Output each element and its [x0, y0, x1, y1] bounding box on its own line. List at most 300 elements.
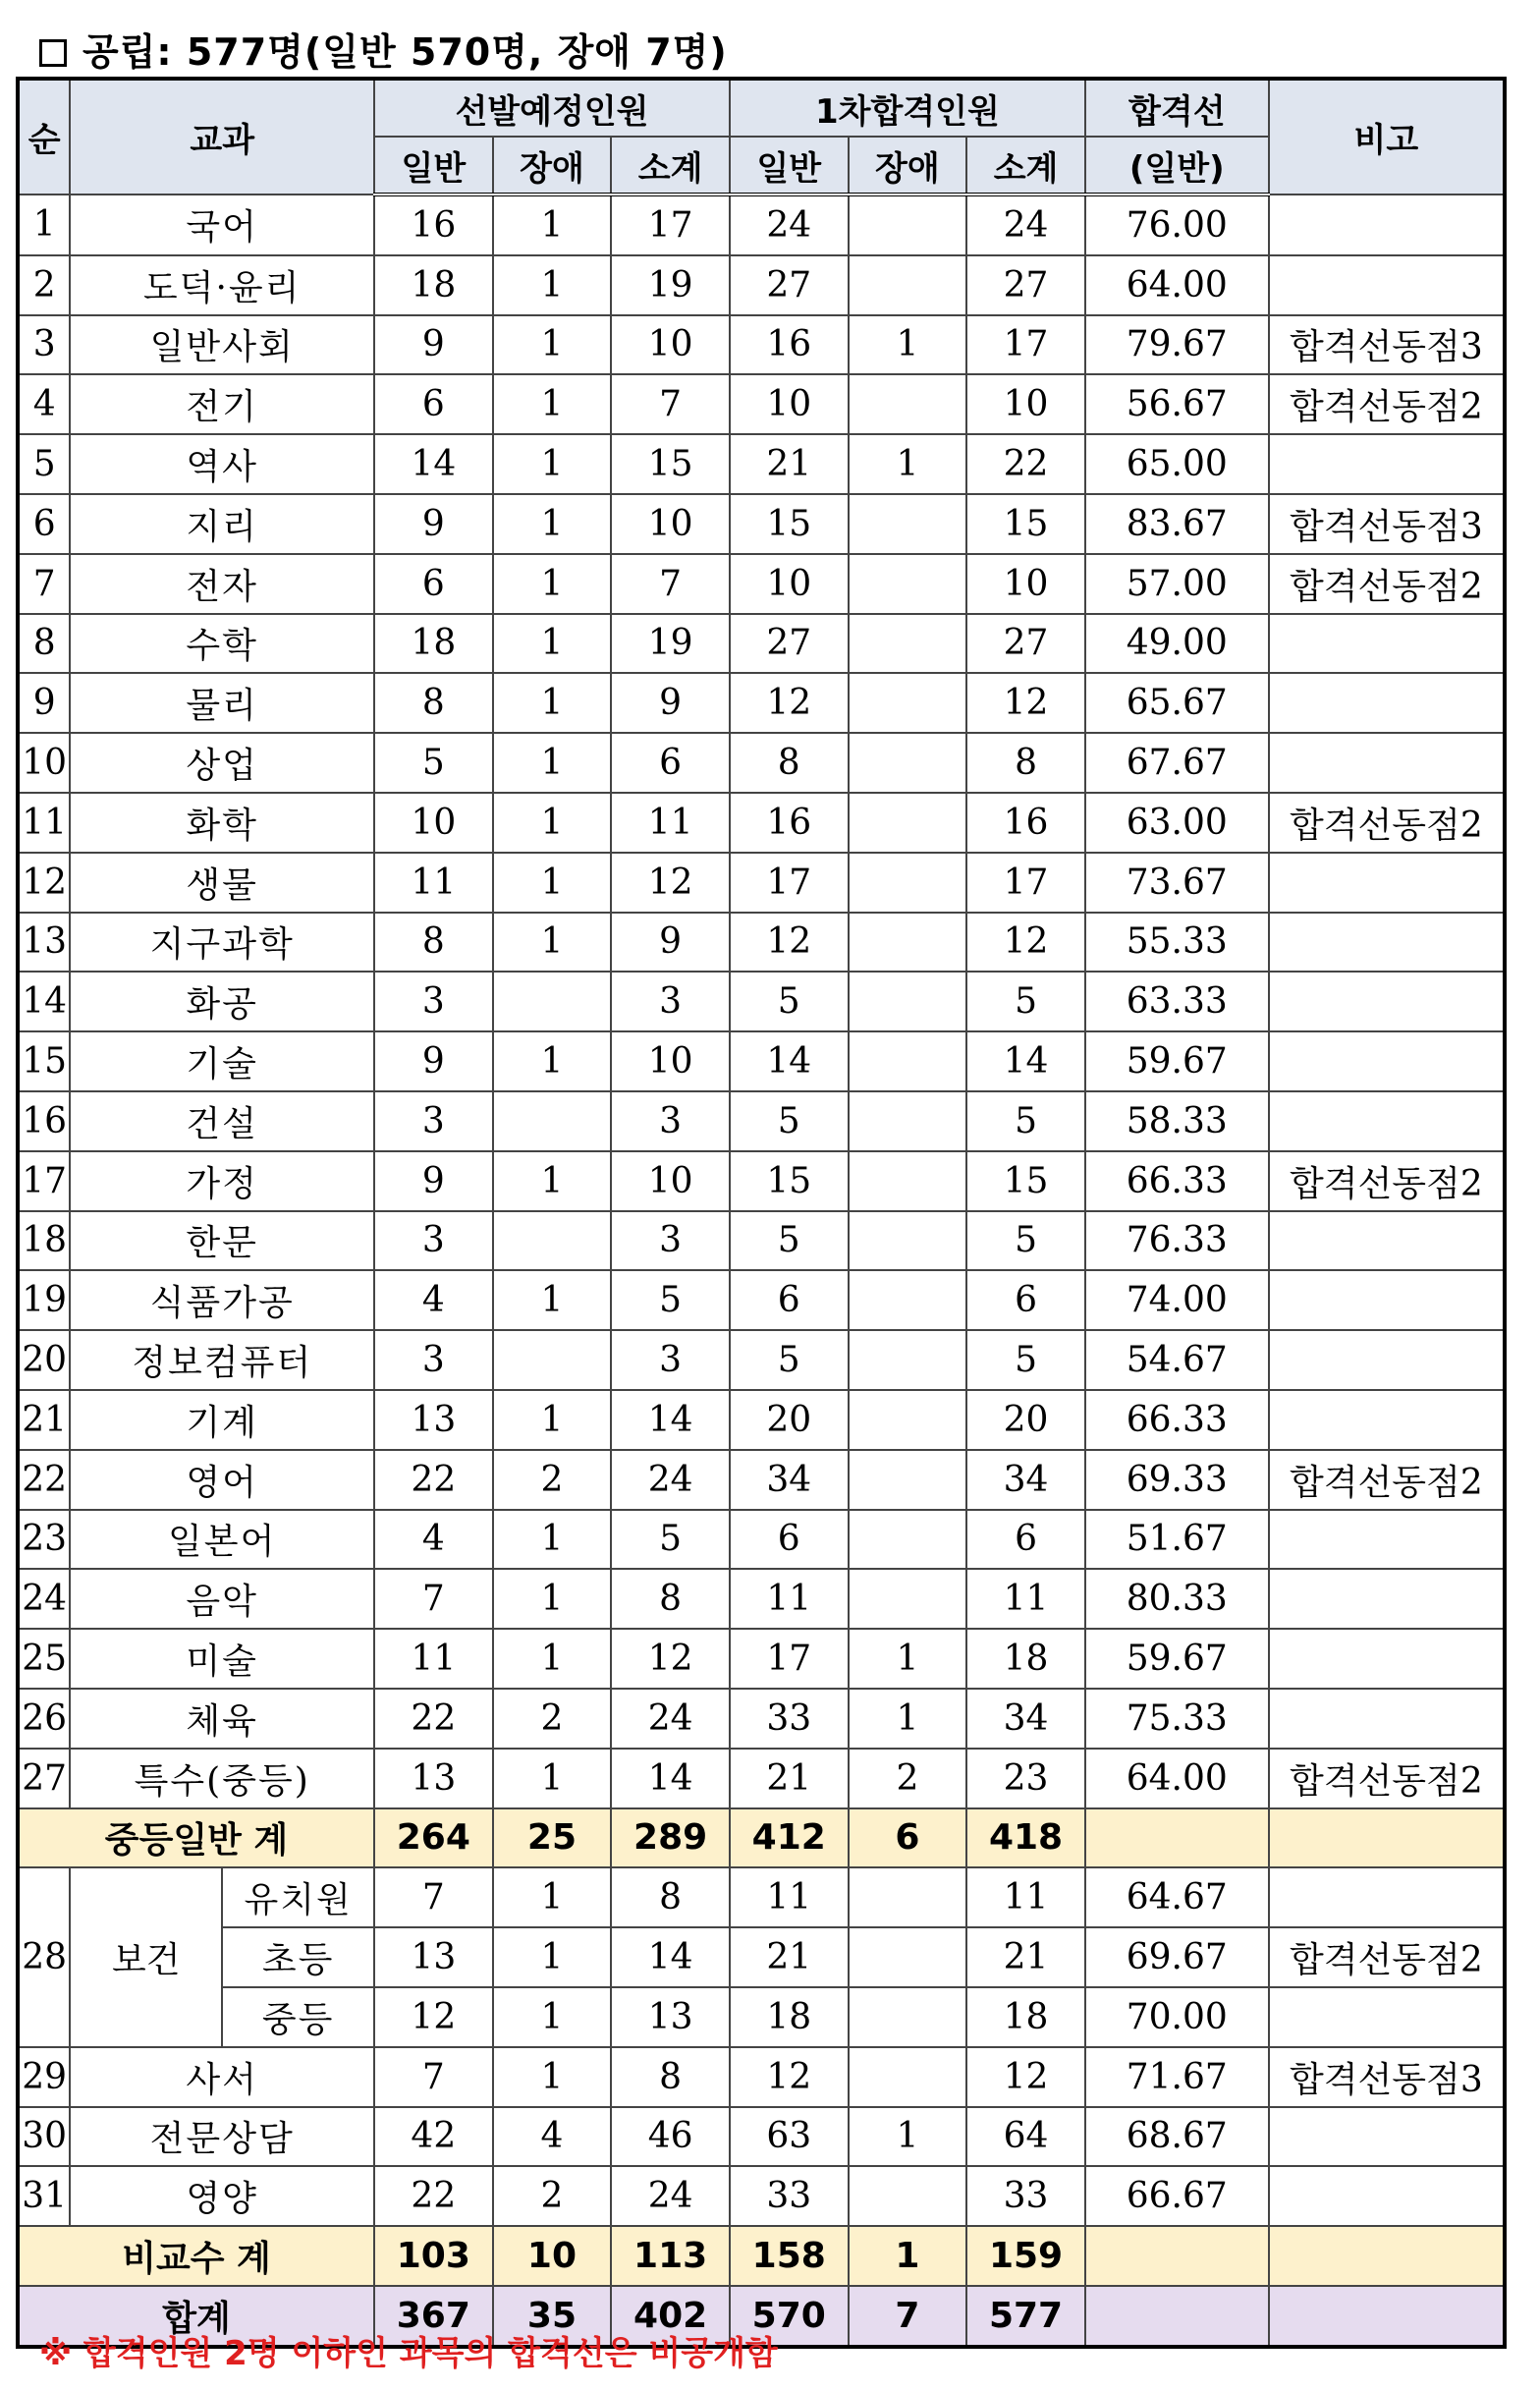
count-cell: 3: [611, 972, 730, 1031]
cutoff-cell: 74.00: [1085, 1270, 1269, 1330]
count-cell: 8: [966, 733, 1085, 793]
row-no: 6: [18, 494, 70, 554]
count-cell: 1: [849, 1629, 967, 1689]
summary-count: 412: [730, 1808, 849, 1868]
subject-cell: 지구과학: [70, 913, 374, 973]
remark-cell: [1269, 1569, 1505, 1629]
count-cell: 2: [849, 1749, 967, 1808]
count-cell: [849, 2047, 967, 2107]
header-cutoff-sub: (일반): [1085, 137, 1269, 195]
summary-label: 중등일반 계: [18, 1808, 374, 1868]
count-cell: 11: [611, 793, 730, 853]
count-cell: 1: [493, 614, 612, 674]
cutoff-cell: 51.67: [1085, 1510, 1269, 1570]
count-cell: 16: [730, 793, 849, 853]
row-no: 16: [18, 1091, 70, 1151]
table-row: [18, 1450, 1505, 1510]
count-cell: 1: [493, 1390, 612, 1450]
count-cell: 4: [374, 1270, 493, 1330]
table-row: [18, 434, 1505, 494]
checkbox-square-icon: [39, 39, 67, 67]
row-no: 9: [18, 673, 70, 733]
count-cell: [849, 1927, 967, 1987]
header-planned-disabled: 장애: [493, 137, 612, 195]
count-cell: 16: [966, 793, 1085, 853]
count-cell: [849, 1987, 967, 2047]
summary-count: 35: [493, 2286, 612, 2347]
remark-cell: [1269, 195, 1505, 255]
count-cell: 2: [493, 2166, 612, 2226]
count-cell: 1: [493, 434, 612, 494]
count-cell: 14: [611, 1390, 730, 1450]
count-cell: 4: [374, 1510, 493, 1570]
count-cell: 14: [966, 1031, 1085, 1091]
count-cell: [849, 554, 967, 614]
remark-cell: 합격선동점2: [1269, 374, 1505, 434]
count-cell: 15: [966, 1151, 1085, 1211]
subject-cell: 전기: [70, 374, 374, 434]
header-remarks: 비고: [1269, 79, 1505, 195]
count-cell: 1: [493, 1510, 612, 1570]
count-cell: 20: [966, 1390, 1085, 1450]
count-cell: 1: [493, 1031, 612, 1091]
summary-count: 7: [849, 2286, 967, 2347]
subject-cell: 정보컴퓨터: [70, 1330, 374, 1390]
count-cell: [849, 255, 967, 315]
header-no: 순: [18, 79, 70, 195]
table-body: [18, 195, 1505, 2347]
count-cell: 12: [611, 1629, 730, 1689]
count-cell: 13: [374, 1749, 493, 1808]
row-no: 31: [18, 2166, 70, 2226]
count-cell: 9: [611, 673, 730, 733]
count-cell: [849, 1450, 967, 1510]
count-cell: 6: [374, 554, 493, 614]
count-cell: [493, 972, 612, 1031]
table-row: [18, 1091, 1505, 1151]
subject-cell: 생물: [70, 853, 374, 913]
remark-cell: [1269, 2107, 1505, 2167]
subject-cell: 수학: [70, 614, 374, 674]
count-cell: 1: [493, 913, 612, 973]
table-row: [18, 1330, 1505, 1390]
subject-cell: 기계: [70, 1390, 374, 1450]
summary-row: [18, 1808, 1505, 1868]
count-cell: 13: [611, 1987, 730, 2047]
header-planned-general: 일반: [374, 137, 493, 195]
cutoff-cell: 69.33: [1085, 1450, 1269, 1510]
count-cell: 33: [730, 2166, 849, 2226]
remark-cell: [1269, 1390, 1505, 1450]
count-cell: 17: [611, 195, 730, 255]
count-cell: 46: [611, 2107, 730, 2167]
count-cell: 18: [374, 255, 493, 315]
subject-cell: 일본어: [70, 1510, 374, 1570]
table-row: [18, 1151, 1505, 1211]
header-first-general: 일반: [730, 137, 849, 195]
cutoff-cell: 70.00: [1085, 1987, 1269, 2047]
count-cell: 5: [374, 733, 493, 793]
count-cell: 10: [611, 494, 730, 554]
summary-count: 289: [611, 1808, 730, 1868]
count-cell: 9: [611, 913, 730, 973]
count-cell: 12: [730, 2047, 849, 2107]
row-no: 23: [18, 1510, 70, 1570]
count-cell: 1: [493, 1270, 612, 1330]
header-cutoff: 합격선: [1085, 79, 1269, 137]
remark-cell: 합격선동점2: [1269, 1749, 1505, 1808]
cutoff-cell: 76.33: [1085, 1211, 1269, 1271]
row-no: 8: [18, 614, 70, 674]
count-cell: 27: [730, 614, 849, 674]
count-cell: 7: [374, 1867, 493, 1927]
subject-cell: 전자: [70, 554, 374, 614]
count-cell: 11: [966, 1569, 1085, 1629]
count-cell: 10: [374, 793, 493, 853]
count-cell: 18: [730, 1987, 849, 2047]
count-cell: 24: [611, 2166, 730, 2226]
count-cell: 3: [374, 1330, 493, 1390]
count-cell: 6: [730, 1510, 849, 1570]
subject-cell: 화학: [70, 793, 374, 853]
row-no: 30: [18, 2107, 70, 2167]
header-planned: 선발예정인원: [374, 79, 730, 137]
title-text: 공립: 577명(일반 570명, 장애 7명): [82, 30, 728, 74]
count-cell: [849, 614, 967, 674]
count-cell: 5: [730, 972, 849, 1031]
count-cell: 15: [611, 434, 730, 494]
cutoff-cell: 64.00: [1085, 255, 1269, 315]
row-no: 25: [18, 1629, 70, 1689]
count-cell: 42: [374, 2107, 493, 2167]
count-cell: 1: [493, 1927, 612, 1987]
count-cell: 17: [730, 1629, 849, 1689]
count-cell: 6: [730, 1270, 849, 1330]
count-cell: 9: [374, 315, 493, 375]
count-cell: 22: [374, 1450, 493, 1510]
count-cell: [849, 1151, 967, 1211]
remark-cell: [1269, 1510, 1505, 1570]
count-cell: 21: [966, 1927, 1085, 1987]
count-cell: 21: [730, 434, 849, 494]
count-cell: [493, 1091, 612, 1151]
remark-cell: 합격선동점2: [1269, 1151, 1505, 1211]
table-row: [18, 195, 1505, 255]
summary-count: 159: [966, 2226, 1085, 2286]
cutoff-cell: 58.33: [1085, 1091, 1269, 1151]
count-cell: 17: [966, 315, 1085, 375]
summary-count: 6: [849, 1808, 967, 1868]
count-cell: 11: [730, 1569, 849, 1629]
cutoff-cell: 66.33: [1085, 1390, 1269, 1450]
row-no: 21: [18, 1390, 70, 1450]
count-cell: 16: [374, 195, 493, 255]
remark-cell: [1269, 1031, 1505, 1091]
subject-cell: 미술: [70, 1629, 374, 1689]
count-cell: 27: [730, 255, 849, 315]
count-cell: 1: [493, 1987, 612, 2047]
header-first-disabled: 장애: [849, 137, 967, 195]
count-cell: [493, 1330, 612, 1390]
count-cell: 7: [374, 2047, 493, 2107]
table-row: [18, 614, 1505, 674]
count-cell: [493, 1211, 612, 1271]
count-cell: 5: [966, 1211, 1085, 1271]
cutoff-cell: 66.33: [1085, 1151, 1269, 1211]
count-cell: 8: [611, 1569, 730, 1629]
count-cell: 15: [730, 1151, 849, 1211]
subject-cell: 특수(중등): [70, 1749, 374, 1808]
count-cell: [849, 793, 967, 853]
cutoff-cell: 65.00: [1085, 434, 1269, 494]
table-row: [18, 1689, 1505, 1749]
remark-cell: [1269, 913, 1505, 973]
count-cell: 1: [493, 1749, 612, 1808]
summary-count: 402: [611, 2286, 730, 2347]
count-cell: 14: [611, 1927, 730, 1987]
cutoff-cell: 73.67: [1085, 853, 1269, 913]
table-row: [18, 1749, 1505, 1808]
count-cell: [849, 673, 967, 733]
table-row: [18, 554, 1505, 614]
remark-cell: [1269, 853, 1505, 913]
subject-cell: 건설: [70, 1091, 374, 1151]
count-cell: 5: [730, 1091, 849, 1151]
count-cell: 11: [374, 853, 493, 913]
count-cell: 17: [730, 853, 849, 913]
subject-cell: 기술: [70, 1031, 374, 1091]
count-cell: [849, 1031, 967, 1091]
table-row: [18, 1390, 1505, 1450]
remark-cell: [1269, 673, 1505, 733]
table-row: [18, 374, 1505, 434]
count-cell: [849, 1330, 967, 1390]
summary-count: 113: [611, 2226, 730, 2286]
summary-count: 158: [730, 2226, 849, 2286]
cutoff-cell: 57.00: [1085, 554, 1269, 614]
count-cell: 2: [493, 1689, 612, 1749]
cutoff-cell: 63.33: [1085, 972, 1269, 1031]
row-no: 22: [18, 1450, 70, 1510]
count-cell: 12: [966, 673, 1085, 733]
count-cell: 19: [611, 614, 730, 674]
count-cell: 22: [374, 1689, 493, 1749]
table-row: [18, 1629, 1505, 1689]
row-no: 7: [18, 554, 70, 614]
count-cell: 1: [849, 315, 967, 375]
header-subject: 교과: [70, 79, 374, 195]
summary-cutoff-empty: [1085, 2226, 1269, 2286]
count-cell: [849, 1270, 967, 1330]
subject-cell: 식품가공: [70, 1270, 374, 1330]
row-no: 18: [18, 1211, 70, 1271]
count-cell: 33: [730, 1689, 849, 1749]
subject-cell: 지리: [70, 494, 374, 554]
count-cell: 12: [730, 913, 849, 973]
remark-cell: [1269, 1330, 1505, 1390]
count-cell: 10: [966, 554, 1085, 614]
table-row: [18, 1510, 1505, 1570]
count-cell: 6: [966, 1270, 1085, 1330]
count-cell: 1: [493, 733, 612, 793]
remark-cell: [1269, 972, 1505, 1031]
count-cell: 22: [966, 434, 1085, 494]
count-cell: 6: [966, 1510, 1085, 1570]
subject-cell: 한문: [70, 1211, 374, 1271]
count-cell: [849, 733, 967, 793]
cutoff-cell: 65.67: [1085, 673, 1269, 733]
count-cell: 24: [611, 1450, 730, 1510]
cutoff-cell: 55.33: [1085, 913, 1269, 973]
count-cell: 5: [966, 972, 1085, 1031]
row-no: 13: [18, 913, 70, 973]
table-row: [18, 255, 1505, 315]
count-cell: 7: [374, 1569, 493, 1629]
table-row: [18, 853, 1505, 913]
count-cell: 3: [611, 1330, 730, 1390]
row-no: 19: [18, 1270, 70, 1330]
count-cell: 21: [730, 1749, 849, 1808]
count-cell: 21: [730, 1927, 849, 1987]
summary-count: 103: [374, 2226, 493, 2286]
table-row: [18, 494, 1505, 554]
table-row: [18, 1211, 1505, 1271]
header-planned-subtotal: 소계: [611, 137, 730, 195]
remark-cell: 합격선동점2: [1269, 1450, 1505, 1510]
count-cell: 12: [611, 853, 730, 913]
count-cell: 3: [611, 1211, 730, 1271]
row-no: 14: [18, 972, 70, 1031]
count-cell: 10: [730, 554, 849, 614]
table-row: [18, 1927, 1505, 1987]
count-cell: 5: [730, 1211, 849, 1271]
row-no: 20: [18, 1330, 70, 1390]
count-cell: 20: [730, 1390, 849, 1450]
count-cell: 5: [966, 1091, 1085, 1151]
summary-remark-empty: [1269, 2226, 1505, 2286]
remark-cell: 합격선동점2: [1269, 554, 1505, 614]
remark-cell: 합격선동점3: [1269, 2047, 1505, 2107]
remark-cell: [1269, 1270, 1505, 1330]
count-cell: 34: [966, 1689, 1085, 1749]
count-cell: 11: [374, 1629, 493, 1689]
count-cell: 11: [966, 1867, 1085, 1927]
cutoff-cell: 71.67: [1085, 2047, 1269, 2107]
summary-count: 10: [493, 2226, 612, 2286]
remark-cell: [1269, 614, 1505, 674]
count-cell: [849, 1091, 967, 1151]
cutoff-cell: 79.67: [1085, 315, 1269, 375]
count-cell: 8: [611, 2047, 730, 2107]
cutoff-cell: 80.33: [1085, 1569, 1269, 1629]
table-row: [18, 2047, 1505, 2107]
table-row: [18, 913, 1505, 973]
count-cell: 14: [611, 1749, 730, 1808]
count-cell: [849, 1569, 967, 1629]
count-cell: 12: [966, 2047, 1085, 2107]
cutoff-cell: 63.00: [1085, 793, 1269, 853]
subject-cell: 사서: [70, 2047, 374, 2107]
row-no: 1: [18, 195, 70, 255]
count-cell: 1: [493, 1867, 612, 1927]
cutoff-cell: 56.67: [1085, 374, 1269, 434]
header-first-subtotal: 소계: [966, 137, 1085, 195]
count-cell: 1: [493, 554, 612, 614]
remark-cell: [1269, 1689, 1505, 1749]
level-cell: 중등: [222, 1987, 374, 2047]
count-cell: 8: [374, 913, 493, 973]
count-cell: [849, 913, 967, 973]
remark-cell: [1269, 1867, 1505, 1927]
subject-cell: 보건: [70, 1867, 222, 2046]
level-cell: 초등: [222, 1927, 374, 1987]
count-cell: 14: [730, 1031, 849, 1091]
count-cell: 63: [730, 2107, 849, 2167]
count-cell: 18: [966, 1987, 1085, 2047]
remark-cell: 합격선동점3: [1269, 494, 1505, 554]
count-cell: 7: [611, 554, 730, 614]
count-cell: 4: [493, 2107, 612, 2167]
count-cell: 1: [493, 793, 612, 853]
summary-count: 418: [966, 1808, 1085, 1868]
summary-label: 합계: [18, 2286, 374, 2347]
table-row: [18, 2166, 1505, 2226]
remark-cell: 합격선동점3: [1269, 315, 1505, 375]
count-cell: 10: [611, 315, 730, 375]
remark-cell: 합격선동점2: [1269, 1927, 1505, 1987]
table-row: [18, 972, 1505, 1031]
table-header: [18, 79, 1505, 195]
count-cell: 1: [849, 434, 967, 494]
count-cell: 3: [374, 1211, 493, 1271]
count-cell: 1: [493, 494, 612, 554]
count-cell: 1: [849, 1689, 967, 1749]
count-cell: 10: [730, 374, 849, 434]
row-no: 5: [18, 434, 70, 494]
subject-cell: 국어: [70, 195, 374, 255]
count-cell: 9: [374, 1151, 493, 1211]
cutoff-cell: 83.67: [1085, 494, 1269, 554]
count-cell: [849, 2166, 967, 2226]
count-cell: 7: [611, 374, 730, 434]
summary-count: 577: [966, 2286, 1085, 2347]
count-cell: 34: [966, 1450, 1085, 1510]
row-no: 29: [18, 2047, 70, 2107]
row-no: 4: [18, 374, 70, 434]
cutoff-cell: 49.00: [1085, 614, 1269, 674]
remark-cell: [1269, 1091, 1505, 1151]
count-cell: 6: [611, 733, 730, 793]
subject-cell: 화공: [70, 972, 374, 1031]
count-cell: 15: [730, 494, 849, 554]
table-row: [18, 673, 1505, 733]
count-cell: 2: [493, 1450, 612, 1510]
row-no: 2: [18, 255, 70, 315]
count-cell: [849, 1211, 967, 1271]
count-cell: 1: [493, 2047, 612, 2107]
cutoff-cell: 64.00: [1085, 1749, 1269, 1808]
cutoff-cell: 66.67: [1085, 2166, 1269, 2226]
count-cell: 24: [611, 1689, 730, 1749]
table-row: [18, 793, 1505, 853]
count-cell: 5: [966, 1330, 1085, 1390]
table-row: [18, 315, 1505, 375]
count-cell: 34: [730, 1450, 849, 1510]
count-cell: 3: [611, 1091, 730, 1151]
remark-cell: 합격선동점2: [1269, 793, 1505, 853]
count-cell: [849, 853, 967, 913]
remark-cell: [1269, 1987, 1505, 2047]
